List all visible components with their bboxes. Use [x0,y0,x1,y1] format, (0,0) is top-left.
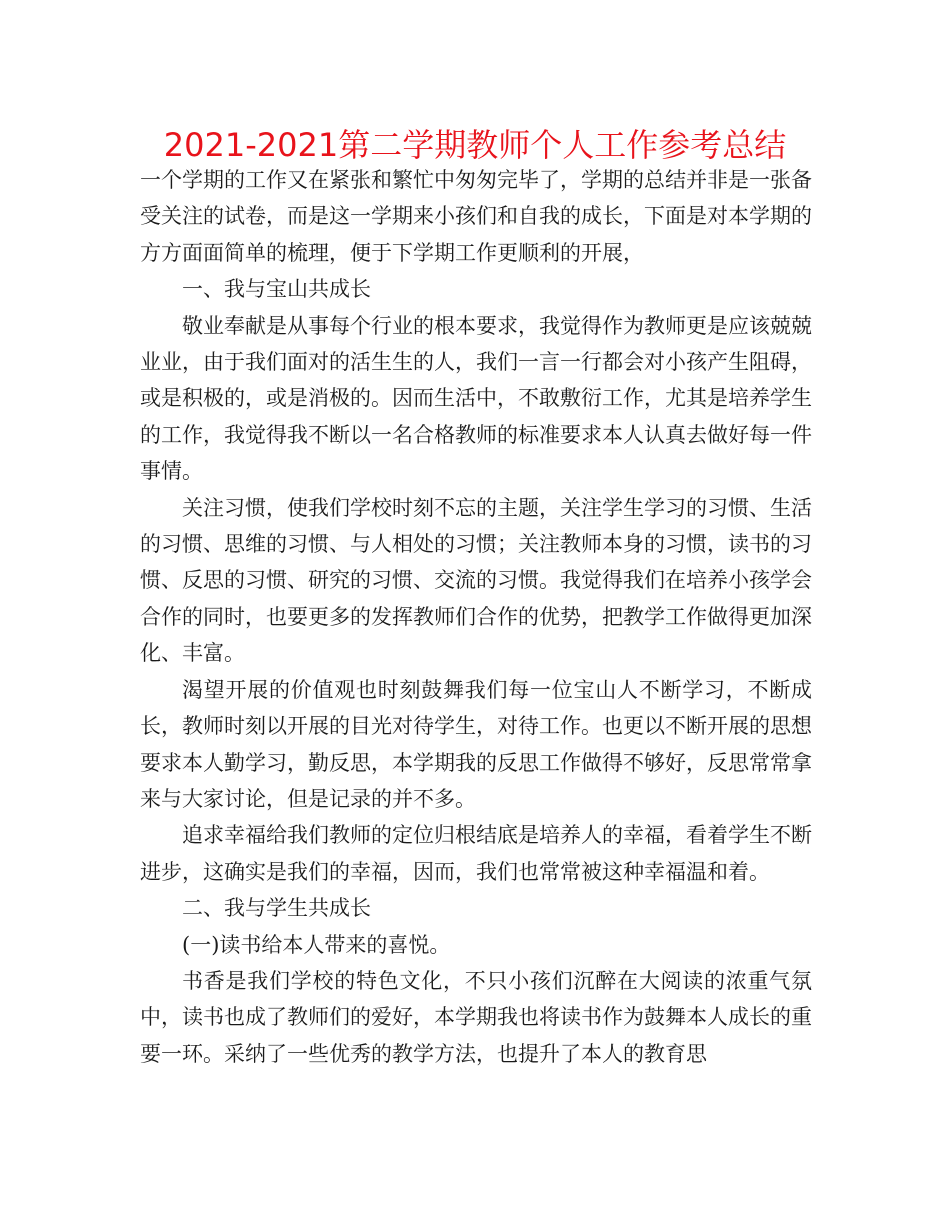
paragraph-development: 渴望开展的价值观也时刻鼓舞我们每一位宝山人不断学习，不断成长，教师时刻以开展的目光对待学生，对待工作。也更以不断开展的思想要求本人勤学习，勤反思，本学期我的反思工作做得不够好，反思常常拿来与大家讨论，但是记录的并不多。 [140,677,812,811]
document-title: 2021-2021第二学期教师个人工作参考总结 [163,126,787,164]
section-heading-2: 二、我与学生共成长 [182,896,371,921]
document-body [140,162,812,1072]
subsection-heading-1: (一)读书给本人带来的喜悦。 [182,932,451,957]
section-heading-1: 一、我与宝山共成长 [182,277,371,302]
paragraph-dedication: 敬业奉献是从事每个行业的根本要求，我觉得作为教师更是应该兢兢业业，由于我们面对的活生生的人，我们一言一行都会对小孩产生阻碍，或是积极的，或是消极的。因而生活中，不敢敷衍工作，尤其是培养学生的工作，我觉得我不断以一名合格教师的标准要求本人认真去做好每一件事情。 [140,313,812,484]
paragraph-reading: 书香是我们学校的特色文化，不只小孩们沉醉在大阅读的浓重气氛中，读书也成了教师们的爱好，本学期我也将读书作为鼓舞本人成长的重要一环。采纳了一些优秀的教学方法，也提升了本人的教育思 [140,968,812,1066]
paragraph-happiness: 追求幸福给我们教师的定位归根结底是培养人的幸福，看着学生不断进步，这确实是我们的幸福，因而，我们也常常被这种幸福温和着。 [140,823,812,884]
paragraph-habits: 关注习惯，使我们学校时刻不忘的主题，关注学生学习的习惯、生活的习惯、思维的习惯、与人相处的习惯；关注教师本身的习惯，读书的习惯、反思的习惯、研究的习惯、交流的习惯。我觉得我们在培养小孩学会合作的同时，也要更多的发挥教师们合作的优势，把教学工作做得更加深化、丰富。 [140,495,812,666]
intro-paragraph: 一个学期的工作又在紧张和繁忙中匆匆完毕了，学期的总结并非是一张备受关注的试卷，而是这一学期来小孩们和自我的成长，下面是对本学期的方方面面简单的梳理，便于下学期工作更顺利的开展， [140,168,812,265]
